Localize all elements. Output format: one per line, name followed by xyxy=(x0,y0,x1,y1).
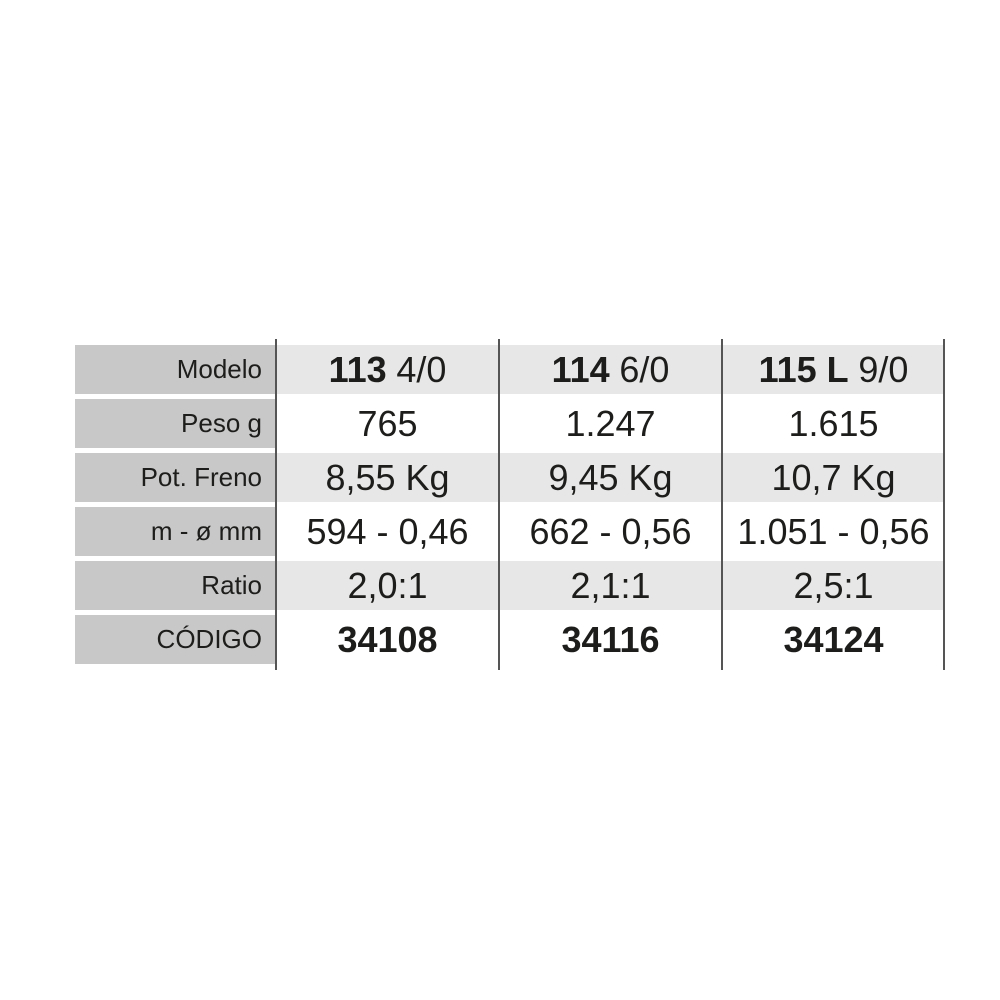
code-cell: 34124 xyxy=(722,615,945,664)
value-cell: 8,55 Kg xyxy=(276,453,499,502)
column-divider xyxy=(498,339,500,670)
table-row-peso xyxy=(75,399,945,448)
table-row-modelo xyxy=(75,345,945,394)
value-cell: 1.051 - 0,56 xyxy=(722,507,945,556)
row-label-ratio: Ratio xyxy=(75,561,276,610)
value-cell: 10,7 Kg xyxy=(722,453,945,502)
model-cell xyxy=(499,345,722,394)
code-cell: 34108 xyxy=(276,615,499,664)
value-cell: 2,0:1 xyxy=(276,561,499,610)
model-number: 114 xyxy=(551,348,610,390)
value-cell: 2,5:1 xyxy=(722,561,945,610)
code-cell: 34116 xyxy=(499,615,722,664)
model-number: 115 L xyxy=(758,348,849,390)
value-cell: 765 xyxy=(276,399,499,448)
value-cell: 2,1:1 xyxy=(499,561,722,610)
model-variant: 9/0 xyxy=(858,348,909,390)
model-cell xyxy=(722,345,945,394)
model-variant: 6/0 xyxy=(619,348,670,390)
table-row-ratio xyxy=(75,561,945,610)
column-divider xyxy=(721,339,723,670)
row-label-peso: Peso g xyxy=(75,399,276,448)
value-cell: 594 - 0,46 xyxy=(276,507,499,556)
model-number: 113 xyxy=(328,348,387,390)
value-cell: 9,45 Kg xyxy=(499,453,722,502)
table-row-pot-freno xyxy=(75,453,945,502)
spec-table xyxy=(75,345,945,664)
model-cell xyxy=(276,345,499,394)
row-label-codigo: CÓDIGO xyxy=(75,615,276,664)
row-label-modelo: Modelo xyxy=(75,345,276,394)
value-cell: 1.247 xyxy=(499,399,722,448)
table-row-codigo xyxy=(75,615,945,664)
row-label-pot-freno: Pot. Freno xyxy=(75,453,276,502)
table-row-m-diametro xyxy=(75,507,945,556)
column-divider xyxy=(275,339,277,670)
row-label-m-diametro: m - ø mm xyxy=(75,507,276,556)
value-cell: 662 - 0,56 xyxy=(499,507,722,556)
model-variant: 4/0 xyxy=(396,348,447,390)
column-divider xyxy=(943,339,945,670)
value-cell: 1.615 xyxy=(722,399,945,448)
